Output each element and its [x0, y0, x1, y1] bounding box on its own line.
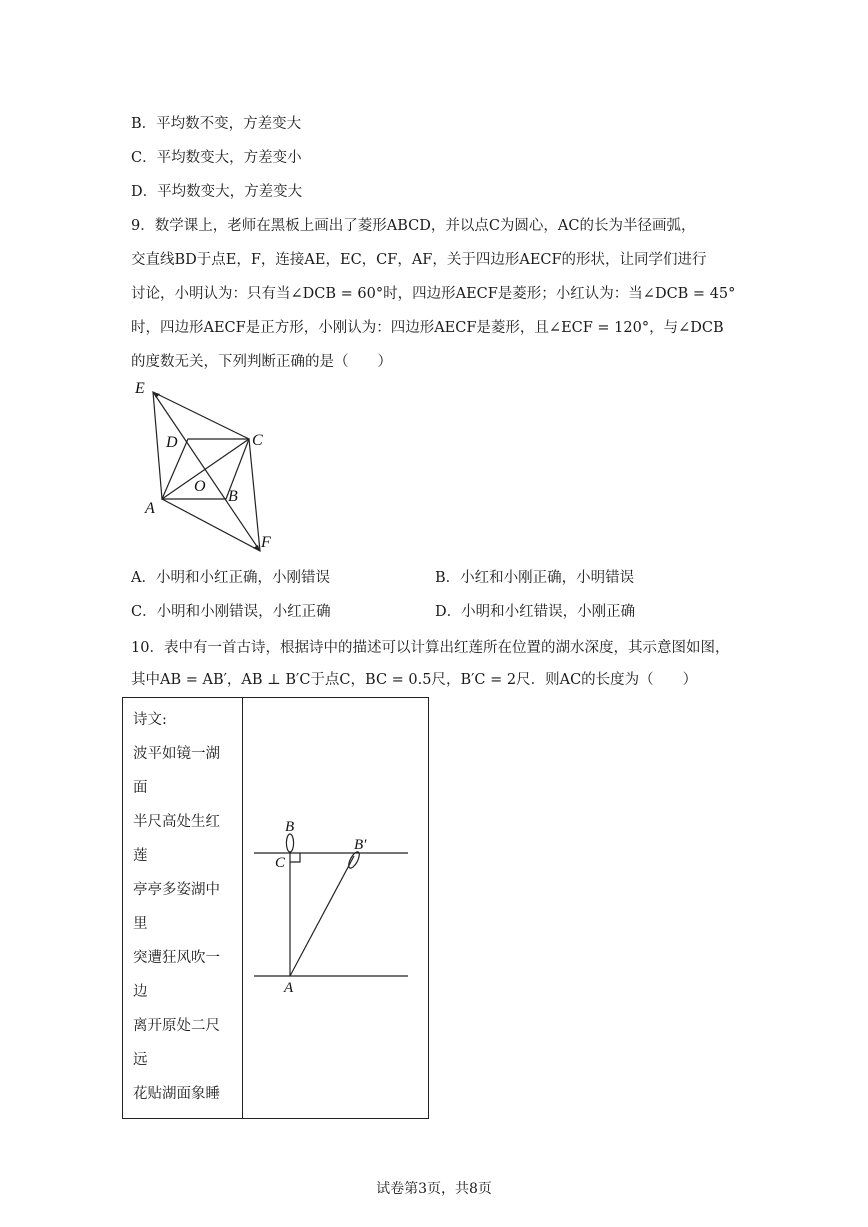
q9-line-1: 9．数学课上，老师在黑板上画出了菱形ABCD，并以点C为圆心，AC的长为半径画弧，	[131, 218, 696, 234]
label-e: E	[135, 380, 145, 397]
poem-line: 面	[133, 780, 148, 796]
poem-line: 突遭狂风吹一	[133, 950, 220, 966]
label-a: A	[284, 980, 294, 996]
q9-line-5: 的度数无关，下列判断正确的是（ ）	[131, 354, 392, 370]
label-c: C	[252, 432, 263, 449]
label-c: C	[275, 855, 286, 871]
poem-line: 边	[133, 984, 148, 1000]
poem-line: 远	[133, 1052, 148, 1068]
poem-line: 波平如镜一湖	[133, 746, 220, 762]
q8-option-b: B．平均数不变，方差变大	[131, 116, 302, 132]
poem-line: 离开原处二尺	[133, 1018, 220, 1034]
q9-option-d: D．小明和小红错误，小刚正确	[435, 604, 636, 620]
label-f: F	[261, 534, 271, 551]
poem-line: 诗文:	[133, 712, 167, 728]
label-b-prime: B′	[354, 837, 367, 853]
q9-rhombus-figure	[125, 375, 285, 560]
q8-option-d: D．平均数变大，方差变大	[131, 184, 303, 200]
label-d: D	[166, 434, 178, 451]
q9-option-a: A．小明和小红正确，小刚错误	[131, 570, 330, 586]
label-o: O	[194, 478, 206, 495]
poem-line: 里	[133, 916, 148, 932]
q9-line-2: 交直线BD于点E，F，连接AE，EC，CF，AF，关于四边形AECF的形状，让同学们进行	[131, 252, 707, 268]
label-a: A	[145, 500, 155, 517]
q10-line-1: 10．表中有一首古诗，根据诗中的描述可以计算出红莲所在位置的湖水深度，其示意图如图，	[131, 640, 730, 656]
label-b: B	[285, 819, 295, 835]
q9-option-c: C．小明和小刚错误，小红正确	[131, 604, 331, 620]
q9-option-b: B．小红和小刚正确，小明错误	[435, 570, 635, 586]
poem-line: 花贴湖面象睡	[133, 1086, 220, 1102]
q8-option-c: C．平均数变大，方差变小	[131, 150, 302, 166]
lotus-figure	[250, 815, 415, 1000]
poem-line: 半尺高处生红	[133, 814, 220, 830]
q10-line-2: 其中AB = AB′，AB ⊥ B′C于点C，BC = 0.5尺，B′C = 2尺．则AC的长度为（ ）	[131, 672, 698, 688]
poem-line: 亭亭多姿湖中	[133, 882, 220, 898]
q9-line-3: 讨论，小明认为：只有当∠DCB = 60°时，四边形AECF是菱形；小红认为：当∠DCB = 45°	[131, 286, 736, 302]
label-b: B	[228, 488, 238, 505]
poem-line: 莲	[133, 848, 148, 864]
q9-line-4: 时，四边形AECF是正方形，小刚认为：四边形AECF是菱形，且∠ECF = 120°，与∠DCB	[131, 320, 724, 336]
page-footer: 试卷第3页，共8页	[376, 1181, 492, 1197]
